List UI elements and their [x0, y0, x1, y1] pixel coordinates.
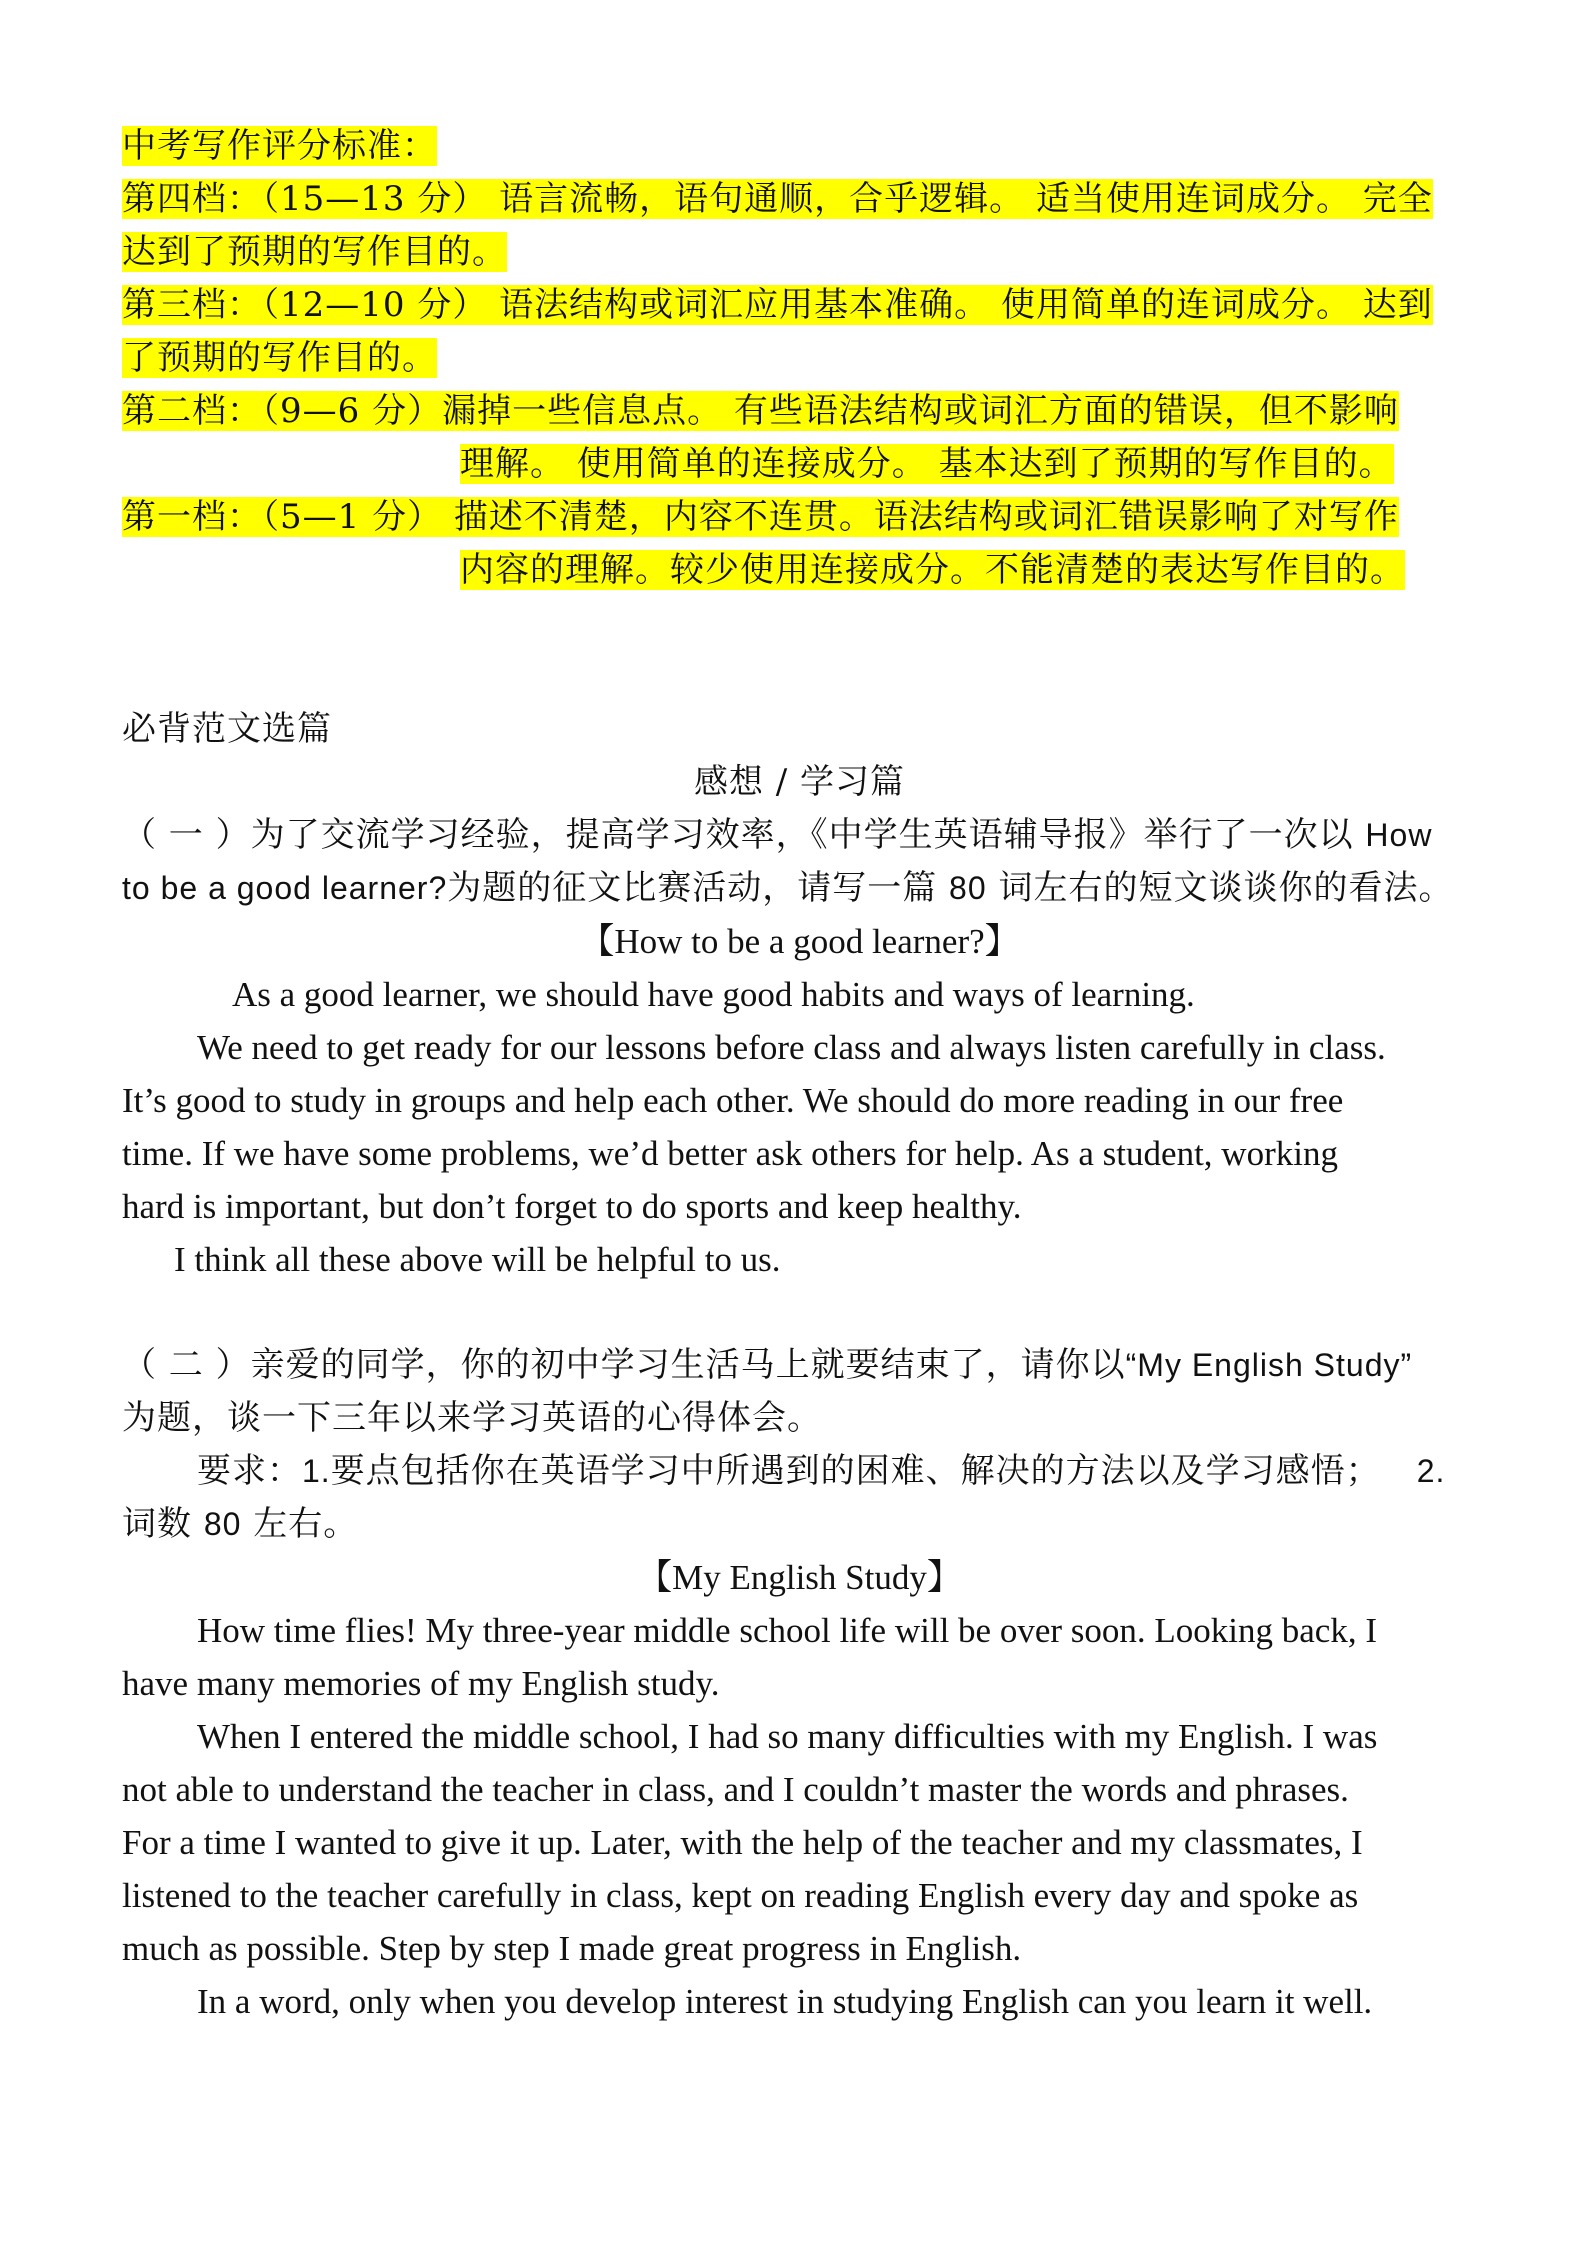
tier3-line2: 了预期的写作目的。	[122, 338, 437, 378]
scoring-title: 中考写作评分标准：	[122, 126, 437, 166]
essay-2	[122, 1339, 1477, 2028]
essay1-p1: As a good learner, we should have good habits and ways of learning.	[232, 975, 1195, 1014]
essay1-task-line2	[122, 862, 1477, 915]
essay2-req-num2: 2.	[1416, 1453, 1446, 1489]
essay-1	[122, 809, 1477, 1286]
essay2-task-prefix: （ 二 ）亲爱的同学，你的初中学习生活马上就要结束了，请你以	[122, 1345, 1126, 1385]
essay2-req-prefix2: 词数	[122, 1504, 204, 1544]
essay2-req-prefix: 要求：	[197, 1451, 302, 1491]
tier1-line1: 第一档：（5—1 分） 描述不清楚，内容不连贯。语法结构或词汇错误影响了对写作	[122, 497, 1399, 537]
essay1-task-line1	[122, 809, 1477, 862]
essay1-p2-l1: We need to get ready for our lessons before class and always listen carefully in class.	[197, 1028, 1386, 1067]
essay2-p2-l2: not able to understand the teacher in class, and I couldn’t master the words and phrases.	[122, 1770, 1349, 1809]
essay1-task-en: How	[1365, 817, 1433, 853]
essay2-p2-l5: much as possible. Step by step I made great progress in English.	[122, 1929, 1022, 1968]
essay1-title: 【How to be a good learner?】	[579, 922, 1020, 961]
essay2-p2-l3: For a time I wanted to give it up. Later, with the help of the teacher and my classmates, I	[122, 1823, 1363, 1862]
essay1-task-num: 80	[949, 870, 987, 906]
essay2-p3: In a word, only when you develop interest in studying English can you learn it well.	[197, 1982, 1373, 2021]
document-page	[122, 120, 1477, 2028]
essay1-p2-l3: time. If we have some problems, we’d better ask others for help. As a student, working	[122, 1134, 1338, 1173]
tier4-line1: 第四档：（15—13 分） 语言流畅，语句通顺，合乎逻辑。 适当使用连词成分。 完全	[122, 179, 1433, 219]
essay2-p1-l2: have many memories of my English study.	[122, 1664, 720, 1703]
tier2-line2: 理解。 使用简单的连接成分。 基本达到了预期的写作目的。	[460, 444, 1394, 484]
scoring-criteria	[122, 120, 1477, 597]
essay1-p3: I think all these above will be helpful to us.	[174, 1240, 781, 1279]
section-subheading: 感想 / 学习篇	[693, 762, 906, 802]
tier2-line1: 第二档：（9—6 分）漏掉一些信息点。 有些语法结构或词汇方面的错误，但不影响	[122, 391, 1399, 431]
essay2-req-tail: 左右。	[241, 1504, 359, 1544]
essay2-p2-l1: When I entered the middle school, I had so many difficulties with my English. I was	[197, 1717, 1378, 1756]
essay2-title: 【My English Study】	[637, 1558, 962, 1597]
essay1-task-prefix: （ 一 ）为了交流学习经验，提高学习效率，《中学生英语辅导报》举行了一次以	[122, 815, 1366, 855]
essay2-task-line2: 为题，谈一下三年以来学习英语的心得体会。	[122, 1398, 822, 1438]
essay1-task-tail: 词左右的短文谈谈你的看法。	[986, 868, 1454, 908]
essay2-p2-l4: listened to the teacher carefully in class, kept on reading English every day and spoke as	[122, 1876, 1359, 1915]
section-heading: 必背范文选篇	[122, 709, 332, 749]
essay2-p1-l1: How time flies! My three-year middle school life will be over soon. Looking back, I	[197, 1611, 1377, 1650]
tier3-line1: 第三档：（12—10 分） 语法结构或词汇应用基本准确。 使用简单的连词成分。 达到	[122, 285, 1433, 325]
essay2-req-num1: 1.	[302, 1453, 331, 1489]
essay2-req-wordcount: 80	[203, 1506, 242, 1542]
essay1-p2-l4: hard is important, but don’t forget to do sports and keep healthy.	[122, 1187, 1022, 1226]
essay2-req-line1	[122, 1445, 1477, 1498]
essay1-task-zh: 为题的征文比赛活动，请写一篇	[447, 868, 950, 908]
tier4-line2: 达到了预期的写作目的。	[122, 232, 507, 272]
tier1-line2: 内容的理解。较少使用连接成分。不能清楚的表达写作目的。	[460, 550, 1405, 590]
essay1-p2-l2: It’s good to study in groups and help each other. We should do more reading in our free	[122, 1081, 1344, 1120]
essay1-task-topic: to be a good learner?	[122, 870, 448, 906]
essay2-req-line2	[122, 1498, 1477, 1551]
essay2-req-text: 要点包括你在英语学习中所遇到的困难、解决的方法以及学习感悟；	[330, 1451, 1381, 1491]
essay2-task-topic: “My English Study”	[1125, 1347, 1413, 1383]
essay2-task-line1	[122, 1339, 1477, 1392]
